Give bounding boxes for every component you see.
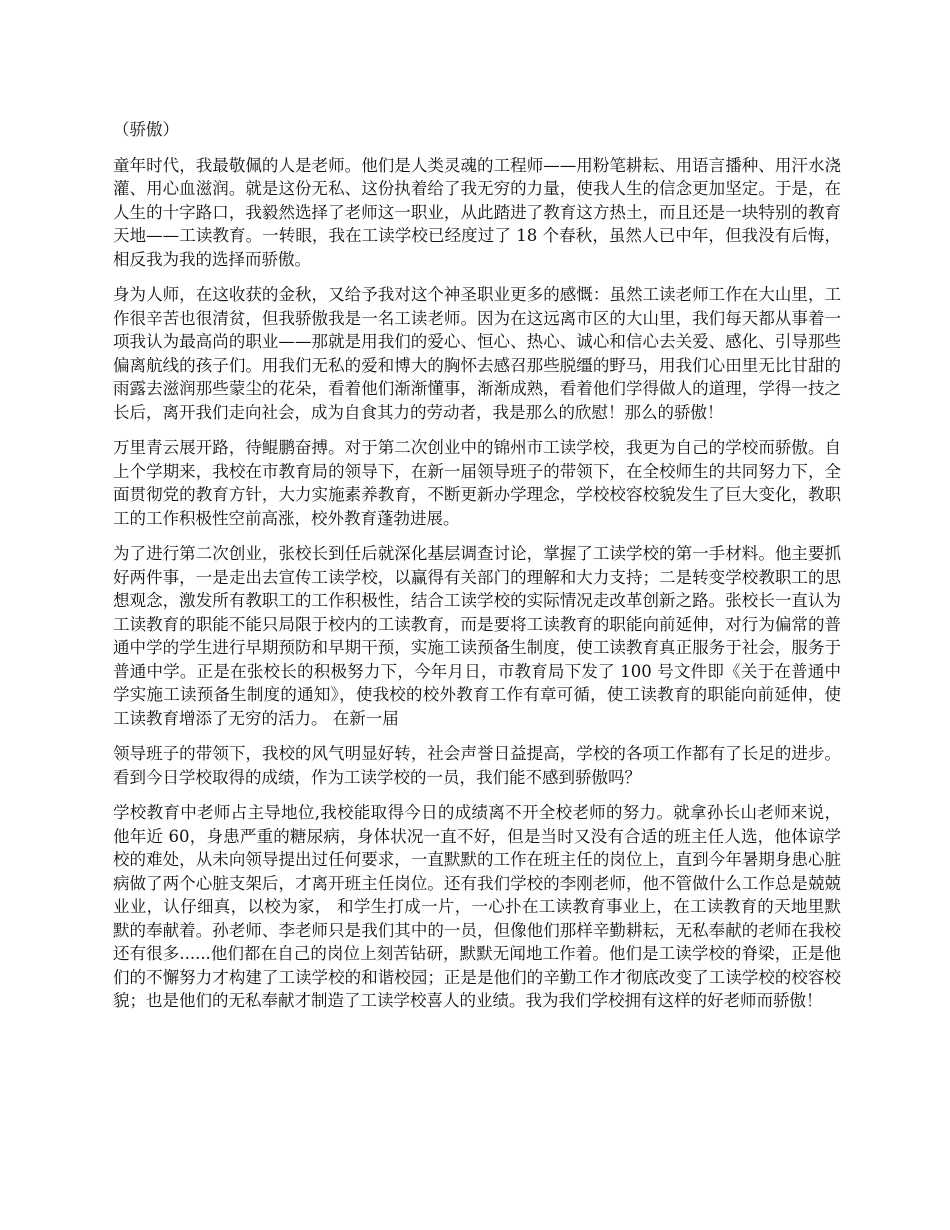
document-page <box>113 118 841 1025</box>
document-heading: （骄傲） <box>113 120 179 139</box>
paragraph-leadership: 领导班子的带领下，我校的风气明显好转，社会声誉日益提高，学校的各项工作都有了长足的进步。看到今日学校取得的成绩，作为工读学校的一员，我们能不感到骄傲吗？ <box>113 744 841 787</box>
paragraph-childhood: 童年时代，我最敬佩的人是老师。他们是人类灵魂的工程师——用粉笔耕耘、用语言播种、用汗水浇灌、用心血滋润。就是这份无私、这份执着给了我无穷的力量，使我人生的信念更加坚定。于是，在人生的十字路口，我毅然选择了老师这一职业，从此踏进了教育这方热土，而且还是一块特别的教育天地——工读教育。一转眼，我在工读学校已经度过了 18 个春秋，虽然人已中年，但我没有后悔，相反我为我的选择而骄傲。 <box>113 155 841 269</box>
paragraph-principal: 为了进行第二次创业，张校长到任后就深化基层调查讨论，掌握了工读学校的第一手材料。他主要抓好两件事，一是走出去宣传工读学校，以赢得有关部门的理解和大力支持；二是转变学校教职工的思想观念，激发所有教职工的工作积极性，结合工读学校的实际情况走改革创新之路。张校长一直认为工读教育的职能不能只局限于校内的工读教育，而是要将工读教育的职能向前延伸，对行为偏常的普通中学的学生进行早期预防和早期干预，实施工读预备生制度，使工读教育真正服务于社会，服务于普通中学。正是在张校长的积极努力下，今年月日，市教育局下发了 100 号文件即《关于在普通中学实施工读预备生制度的通知》，使我校的校外教育工作有章可循，使工读教育的职能向前延伸，使工读教育增添了无穷的活力。 在新一届 <box>113 544 841 728</box>
paragraph-school-pride: 万里青云展开路，待鲲鹏奋搏。对于第二次创业中的锦州市工读学校，我更为自己的学校而骄傲。自上个学期来，我校在市教育局的领导下，在新一届领导班子的带领下，在全校师生的共同努力下，全面贯彻党的教育方针，大力实施素养教育，不断更新办学理念，学校校容校貌发生了巨大变化，教职工的工作积极性空前高涨，校外教育蓬勃进展。 <box>113 438 841 528</box>
paragraph-teacher-pride: 身为人师，在这收获的金秋，又给予我对这个神圣职业更多的感慨：虽然工读老师工作在大山里，工作很辛苦也很清贫，但我骄傲我是一名工读老师。因为在这远离市区的大山里，我们每天都从事着一项我认为最高尚的职业——那就是用我们的爱心、恒心、热心、诚心和信心去关爱、感化、引导那些偏离航线的孩子们。用我们无私的爱和博大的胸怀去感召那些脱缰的野马，用我们心田里无比甘甜的雨露去滋润那些蒙尘的花朵，看着他们渐渐懂事，渐渐成熟，看着他们学得做人的道理，学得一技之长后，离开我们走向社会，成为自食其力的劳动者，我是那么的欣慰！那么的骄傲！ <box>113 285 841 422</box>
paragraph-teachers: 学校教育中老师占主导地位,我校能取得今日的成绩离不开全校老师的努力。就拿孙长山老师来说，他年近 60，身患严重的糖尿病，身体状况一直不好，但是当时又没有合适的班主任人选，他体谅学校的难处，从未向领导提出过任何要求，一直默默的工作在班主任的岗位上，直到今年暑期身患心脏病做了两个心脏支架后，才离开班主任岗位。还有我们学校的李刚老师，他不管做什么工作总是兢兢业业，认仔细真，以校为家， 和学生打成一片，一心扑在工读教育事业上，在工读教育的天地里默默的奉献着。孙老师、李老师只是我们其中的一员，但像他们那样辛勤耕耘，无私奉献的老师在我校还有很多......他们都在自己的岗位上刻苦钻研，默默无闻地工作着。他们是工读学校的脊梁，正是他们的不懈努力才构建了工读学校的和谐校园；正是是他们的辛勤工作才彻底改变了工读学校的校容校貌；也是他们的无私奉献才制造了工读学校喜人的业绩。我为我们学校拥有这样的好老师而骄傲！ <box>113 803 841 1010</box>
